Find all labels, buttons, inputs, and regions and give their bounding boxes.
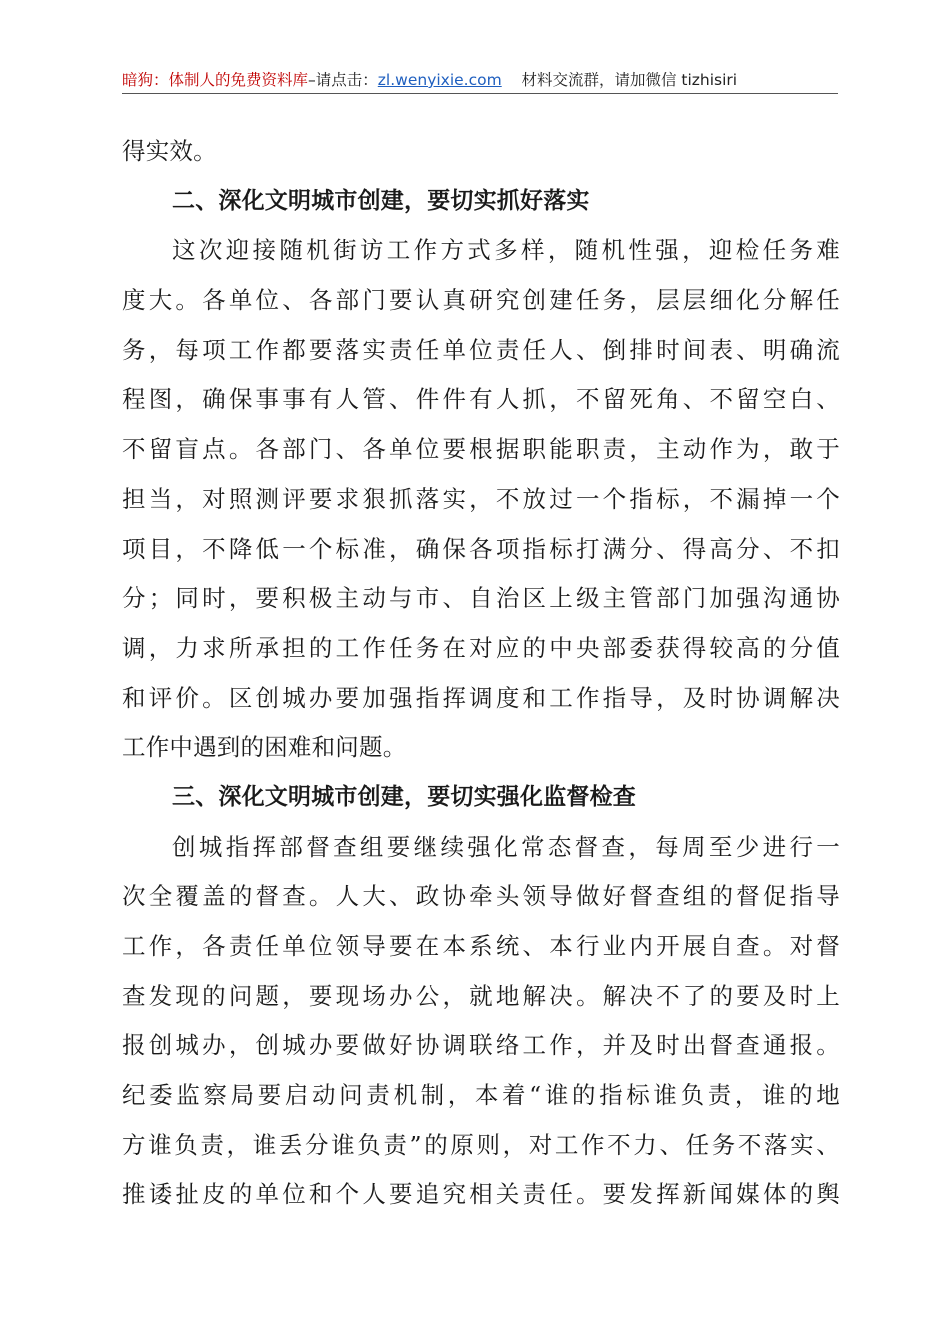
page-header [122, 70, 838, 94]
paragraph-line: 调，力求所承担的工作任务在对应的中央部委获得较高的分值 [122, 633, 840, 662]
paragraph-line: 分；同时，要积极主动与市、自治区上级主管部门加强沟通协 [122, 584, 840, 613]
paragraph-line: 得实效。 [122, 137, 217, 165]
paragraph-line: 方谁负责，谁丢分谁负责”的原则，对工作不力、任务不落实、 [122, 1130, 840, 1159]
paragraph-line: 不留盲点。各部门、各单位要根据职能职责，主动作为，敢于 [122, 435, 840, 464]
paragraph-line: 纪委监察局要启动问责机制，本着“谁的指标谁负责，谁的地 [122, 1081, 840, 1110]
header-link[interactable]: zl.wenyixie.com [377, 71, 502, 89]
paragraph-line: 度大。各单位、各部门要认真研究创建任务，层层细化分解任 [122, 286, 840, 315]
header-click-prompt: –请点击： [308, 71, 378, 89]
paragraph-line: 次全覆盖的督查。人大、政协牵头领导做好督查组的督促指导 [122, 882, 840, 911]
paragraph-line: 创城指挥部督查组要继续强化常态督查，每周至少进行一 [172, 832, 840, 861]
paragraph-line: 推诿扯皮的单位和个人要追究相关责任。要发挥新闻媒体的舆 [122, 1180, 840, 1209]
header-brand: 暗狗：体制人的免费资料库 [122, 71, 309, 89]
paragraph-line: 务，每项工作都要落实责任单位责任人、倒排时间表、明确流 [122, 335, 840, 364]
paragraph-line: 和评价。区创城办要加强指挥调度和工作指导，及时协调解决 [122, 683, 840, 712]
header-divider [122, 93, 838, 94]
header-gap [502, 71, 522, 89]
paragraph-line: 工作中遇到的困难和问题。 [122, 733, 407, 762]
section-heading-2: 二、深化文明城市创建，要切实抓好落实 [172, 187, 590, 214]
paragraph-line: 担当，对照测评要求狠抓落实，不放过一个指标，不漏掉一个 [122, 484, 840, 513]
document-body [122, 127, 840, 1220]
paragraph-line: 这次迎接随机街访工作方式多样，随机性强，迎检任务难 [172, 236, 840, 265]
paragraph-line: 程图，确保事事有人管、件件有人抓，不留死角、不留空白、 [122, 385, 840, 414]
paragraph-line: 报创城办，创城办要做好协调联络工作，并及时出督查通报。 [122, 1031, 840, 1060]
header-group-note: 材料交流群，请加微信 tizhisiri [521, 71, 738, 89]
paragraph-line: 项目，不降低一个标准，确保各项指标打满分、得高分、不扣 [122, 534, 840, 563]
paragraph-line: 工作，各责任单位领导要在本系统、本行业内开展自查。对督 [122, 932, 840, 960]
section-heading-3: 三、深化文明城市创建，要切实强化监督检查 [172, 783, 636, 810]
paragraph-line: 查发现的问题，要现场办公，就地解决。解决不了的要及时上 [122, 981, 840, 1010]
